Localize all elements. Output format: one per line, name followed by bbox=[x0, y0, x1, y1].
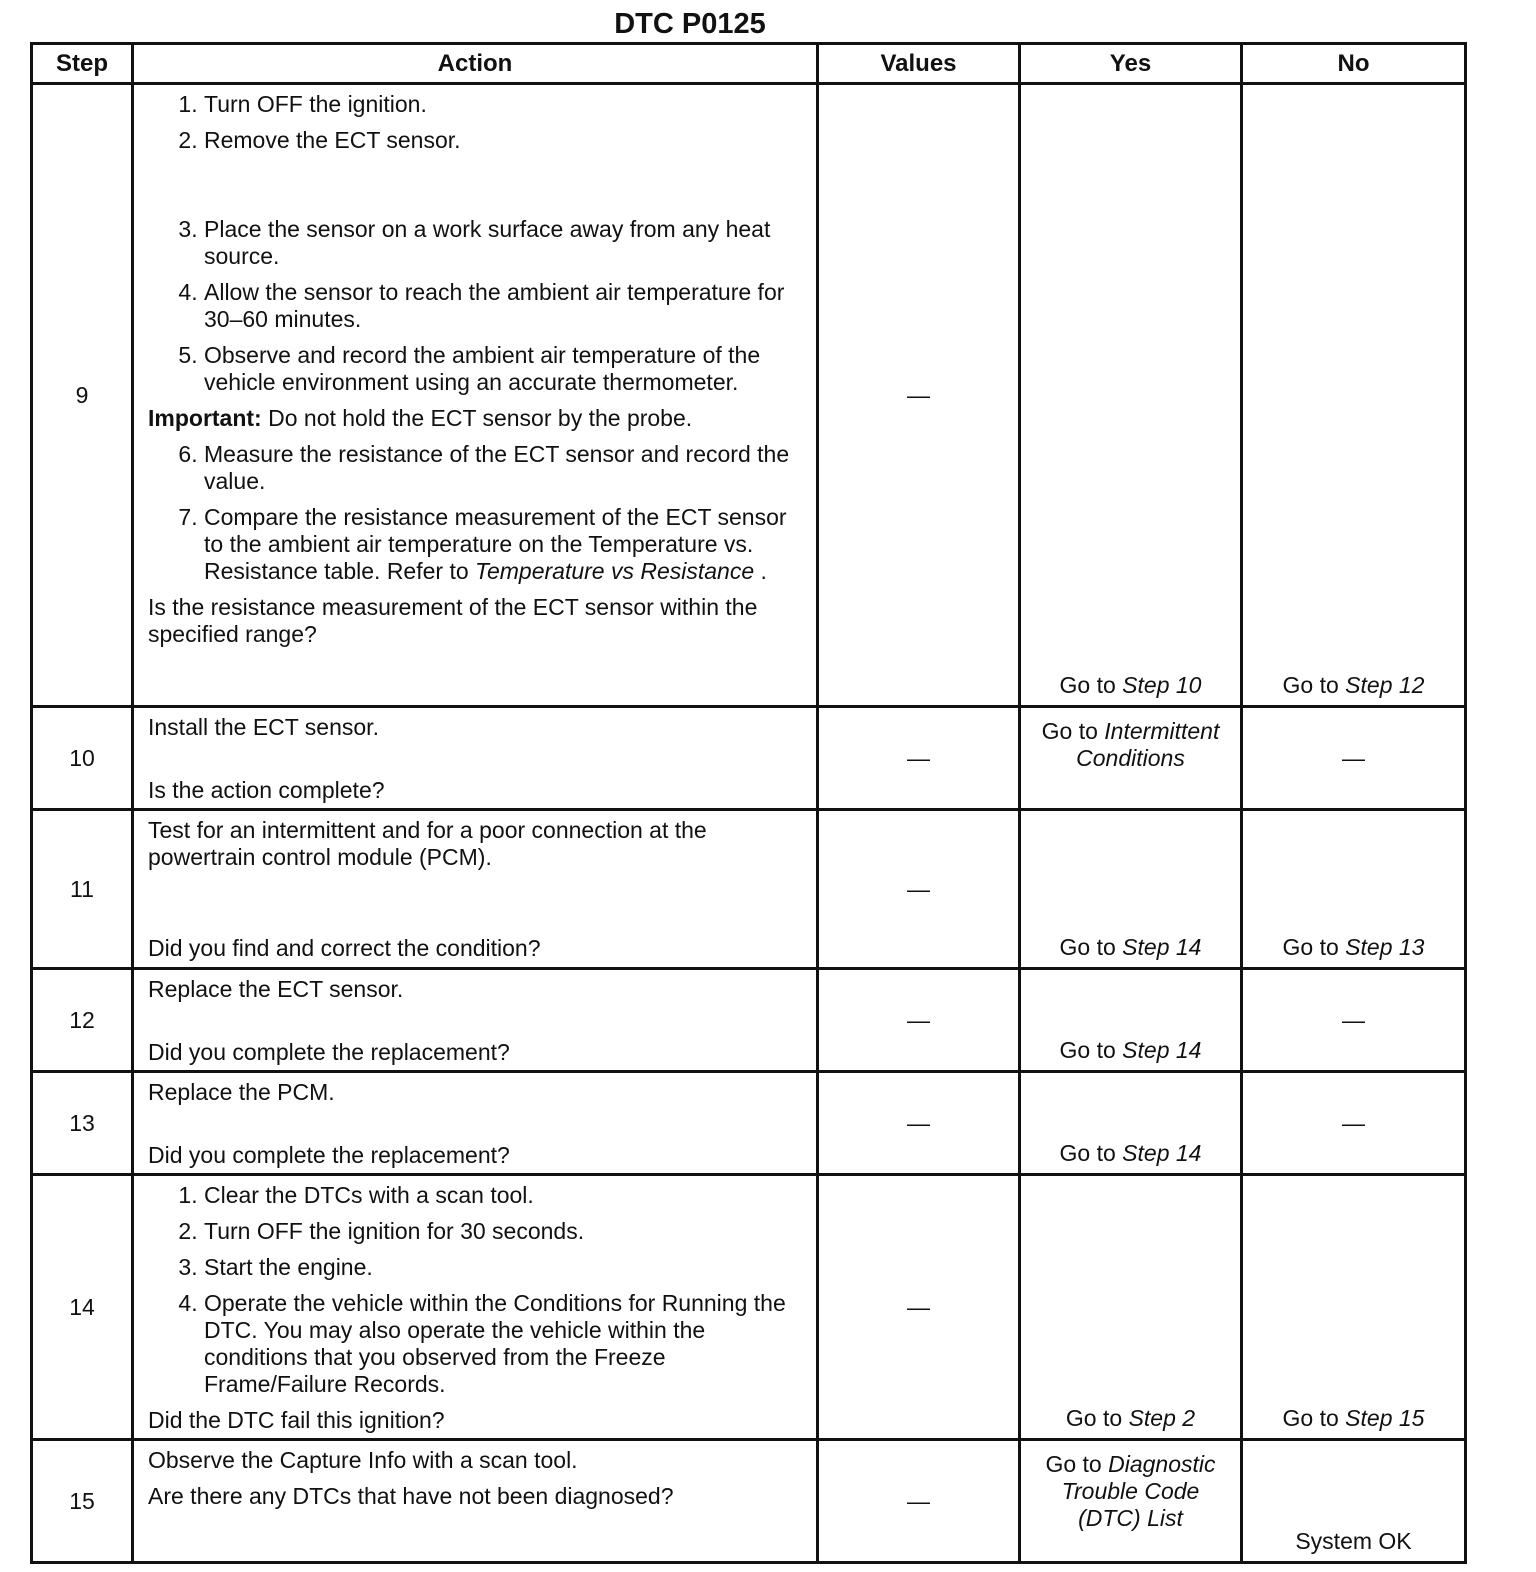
yes-cell bbox=[1020, 1072, 1242, 1175]
step-list bbox=[148, 216, 806, 396]
list-item-suffix: . bbox=[754, 558, 767, 584]
question-text: Did the DTC fail this ignition? bbox=[148, 1407, 445, 1433]
action-cell bbox=[133, 84, 818, 707]
action-text: Install the ECT sensor. bbox=[148, 714, 379, 740]
question-text: Did you complete the replacement? bbox=[148, 1039, 510, 1065]
header-no: No bbox=[1242, 44, 1466, 84]
step-ref: Step 2 bbox=[1128, 1405, 1196, 1431]
header-step: Step bbox=[32, 44, 133, 84]
question-text: Is the resistance measurement of the ECT sensor within the specified range? bbox=[148, 594, 758, 647]
list-item: 4. Operate the vehicle within the Conditions for Running the DTC. You may also operate the vehicle within the conditions that you observed from the Freeze Frame/Failure Records. bbox=[204, 1290, 806, 1398]
action-text: Test for an intermittent and for a poor connection at the powertrain control module (PCM). bbox=[148, 817, 707, 870]
table-row bbox=[32, 810, 1466, 969]
go-to-label: Go to bbox=[1059, 1140, 1123, 1166]
step-number: 13 bbox=[32, 1072, 133, 1175]
list-item: 2. Turn OFF the ignition for 30 seconds. bbox=[204, 1218, 806, 1245]
action-cell bbox=[133, 810, 818, 969]
yes-link[interactable] bbox=[1021, 1140, 1240, 1167]
action-cell bbox=[133, 707, 818, 810]
no-cell: — bbox=[1242, 969, 1466, 1072]
yes-link[interactable] bbox=[1021, 672, 1240, 699]
page-title: DTC P0125 bbox=[614, 8, 766, 40]
go-to-label: Go to bbox=[1059, 934, 1123, 960]
important-note bbox=[148, 405, 806, 432]
value-cell: — bbox=[818, 707, 1020, 810]
value-cell: — bbox=[818, 810, 1020, 969]
yes-cell bbox=[1020, 1440, 1242, 1563]
no-cell: — bbox=[1242, 1072, 1466, 1175]
question-text: Are there any DTCs that have not been diagnosed? bbox=[148, 1483, 674, 1509]
value-cell: — bbox=[818, 84, 1020, 707]
table-row bbox=[32, 1440, 1466, 1563]
important-label: Important: bbox=[148, 405, 262, 431]
step-ref: Intermittent Conditions bbox=[1076, 718, 1220, 771]
list-item: 5. Observe and record the ambient air temperature of the vehicle environment using an accurate thermometer. bbox=[204, 342, 806, 396]
action-text: Replace the PCM. bbox=[148, 1079, 335, 1105]
value-cell: — bbox=[818, 1440, 1020, 1563]
yes-cell bbox=[1020, 84, 1242, 707]
go-to-label: Go to bbox=[1041, 718, 1105, 744]
step-ref: Step 14 bbox=[1122, 934, 1202, 960]
action-cell bbox=[133, 1072, 818, 1175]
question-text: Is the action complete? bbox=[148, 777, 385, 803]
action-cell bbox=[133, 1175, 818, 1440]
yes-link[interactable] bbox=[1021, 1405, 1240, 1432]
yes-link[interactable] bbox=[1021, 934, 1240, 961]
go-to-label: Go to bbox=[1065, 1405, 1129, 1431]
no-cell bbox=[1242, 1175, 1466, 1440]
step-list bbox=[148, 441, 806, 585]
step-number: 12 bbox=[32, 969, 133, 1072]
step-ref: Diagnostic Trouble Code (DTC) List bbox=[1061, 1451, 1216, 1531]
value-cell: — bbox=[818, 969, 1020, 1072]
yes-link[interactable] bbox=[1021, 1037, 1240, 1064]
yes-cell bbox=[1020, 810, 1242, 969]
no-cell bbox=[1242, 810, 1466, 969]
step-ref: Step 14 bbox=[1122, 1037, 1202, 1063]
list-item-text: Compare the resistance measurement of the ECT sensor to the ambient air temperature on the Temperature vs. Resistance table. Refer to bbox=[204, 504, 787, 584]
action-text: Observe the Capture Info with a scan tool. bbox=[148, 1447, 578, 1473]
go-to-label: Go to bbox=[1059, 672, 1123, 698]
table-row bbox=[32, 969, 1466, 1072]
header-values: Values bbox=[818, 44, 1020, 84]
reference-link[interactable]: Temperature vs Resistance bbox=[475, 558, 755, 584]
yes-link[interactable] bbox=[1021, 1441, 1240, 1532]
table-row bbox=[32, 1072, 1466, 1175]
diagnostic-table bbox=[30, 42, 1467, 1564]
action-cell bbox=[133, 1440, 818, 1563]
header-row bbox=[32, 44, 1466, 84]
step-ref: Step 15 bbox=[1345, 1405, 1425, 1431]
table-row bbox=[32, 84, 1466, 707]
no-cell bbox=[1242, 84, 1466, 707]
go-to-label: Go to bbox=[1282, 672, 1346, 698]
action-cell bbox=[133, 969, 818, 1072]
question-text: Did you complete the replacement? bbox=[148, 1142, 510, 1168]
step-number: 9 bbox=[32, 84, 133, 707]
table-row bbox=[32, 1175, 1466, 1440]
no-link[interactable] bbox=[1243, 934, 1464, 961]
list-item bbox=[204, 504, 806, 585]
list-item: 4. Allow the sensor to reach the ambient air temperature for 30–60 minutes. bbox=[204, 279, 806, 333]
yes-cell bbox=[1020, 969, 1242, 1072]
yes-link[interactable] bbox=[1021, 708, 1240, 772]
step-number: 15 bbox=[32, 1440, 133, 1563]
list-item: 1. Clear the DTCs with a scan tool. bbox=[204, 1182, 806, 1209]
value-cell: — bbox=[818, 1072, 1020, 1175]
no-link[interactable] bbox=[1243, 672, 1464, 699]
step-number: 10 bbox=[32, 707, 133, 810]
go-to-label: Go to bbox=[1045, 1451, 1109, 1477]
step-ref: Step 10 bbox=[1122, 672, 1202, 698]
step-number: 11 bbox=[32, 810, 133, 969]
go-to-label: Go to bbox=[1282, 934, 1346, 960]
table-row bbox=[32, 707, 1466, 810]
no-link[interactable] bbox=[1243, 1405, 1464, 1432]
header-yes: Yes bbox=[1020, 44, 1242, 84]
list-item: 6. Measure the resistance of the ECT sensor and record the value. bbox=[204, 441, 806, 495]
action-text: Replace the ECT sensor. bbox=[148, 976, 404, 1002]
step-ref: Step 14 bbox=[1122, 1140, 1202, 1166]
step-list bbox=[148, 91, 806, 154]
step-ref: Step 12 bbox=[1345, 672, 1425, 698]
no-cell bbox=[1242, 1440, 1466, 1563]
step-list bbox=[148, 1182, 806, 1398]
important-text: Do not hold the ECT sensor by the probe. bbox=[261, 405, 693, 431]
go-to-label: Go to bbox=[1282, 1405, 1346, 1431]
system-ok-text: System OK bbox=[1295, 1528, 1412, 1554]
list-item: 1. Turn OFF the ignition. bbox=[204, 91, 806, 118]
list-item: 3. Place the sensor on a work surface away from any heat source. bbox=[204, 216, 806, 270]
question-text: Did you find and correct the condition? bbox=[148, 935, 541, 961]
value-cell: — bbox=[818, 1175, 1020, 1440]
list-item: 3. Start the engine. bbox=[204, 1254, 806, 1281]
no-cell: — bbox=[1242, 707, 1466, 810]
yes-cell bbox=[1020, 1175, 1242, 1440]
step-ref: Step 13 bbox=[1345, 934, 1425, 960]
header-action: Action bbox=[133, 44, 818, 84]
yes-cell bbox=[1020, 707, 1242, 810]
list-item: 2. Remove the ECT sensor. bbox=[204, 127, 806, 154]
go-to-label: Go to bbox=[1059, 1037, 1123, 1063]
step-number: 14 bbox=[32, 1175, 133, 1440]
